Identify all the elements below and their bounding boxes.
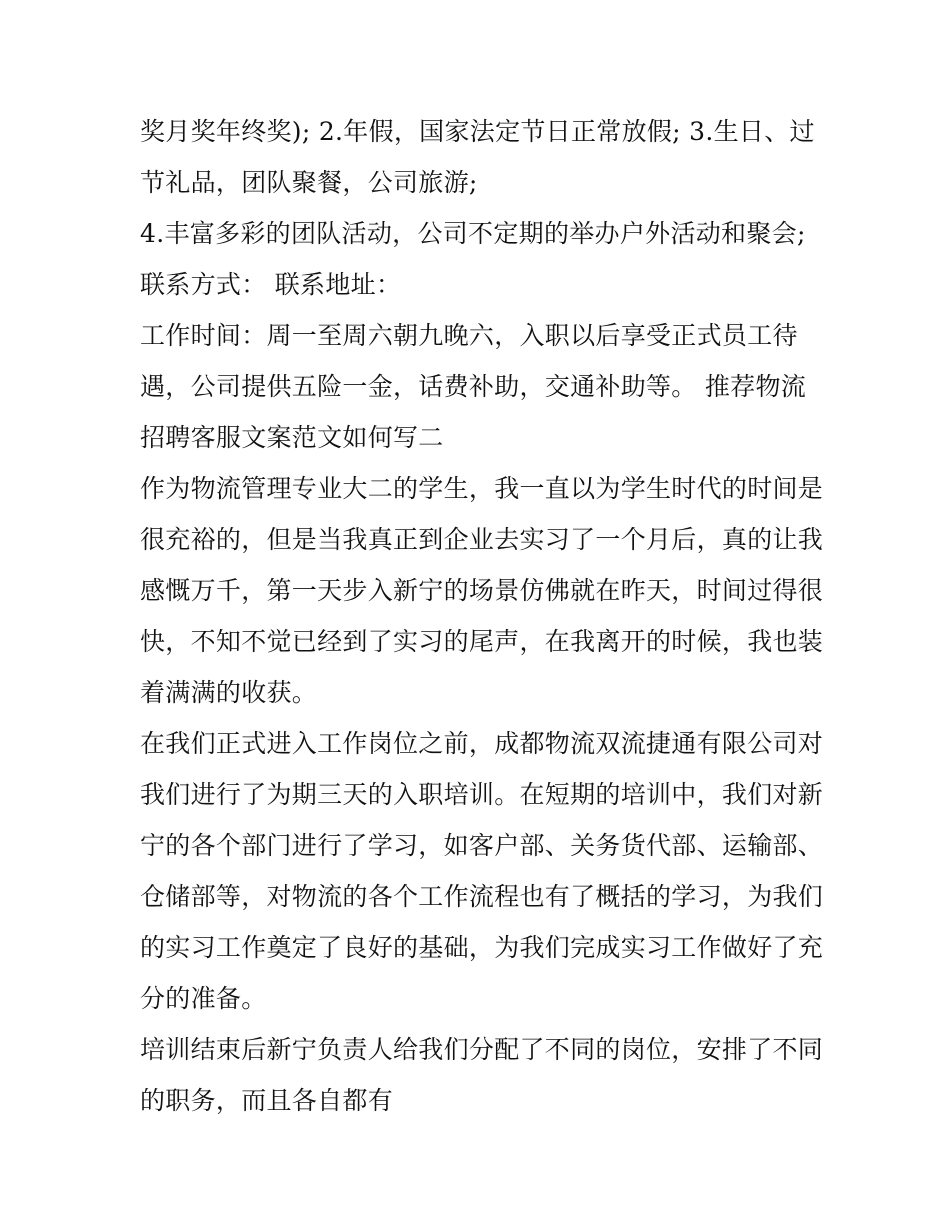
paragraph-assignment: 培训结束后新宁负责人给我们分配了不同的岗位，安排了不同的职务，而且各自都有 — [140, 1035, 824, 1115]
paragraph-training: 在我们正式进入工作岗位之前，成都物流双流捷通有限公司对我们进行了为期三天的入职培训。在短期的培训中，我们对新宁的各个部门进行了学习，如客户部、关务货代部、运输部、仓储部等，对物流的各个工作流程也有了概括的学习，为我们的实习工作奠定了良好的基础，为我们完成实习工作做好了充分的准备。 — [140, 729, 824, 1013]
paragraph-team-activities: 4.丰富多彩的团队活动，公司不定期的举办户外活动和聚会; — [140, 219, 806, 248]
paragraph-benefits: 奖月奖年终奖); 2.年假，国家法定节日正常放假; 3.生日、过节礼品，团队聚餐，公司旅游; — [140, 117, 815, 197]
paragraph-working-hours: 工作时间：周一至周六朝九晚六，入职以后享受正式员工待遇，公司提供五险一金，话费补助，交通补助等。 推荐物流招聘客服文案范文如何写二 — [140, 321, 807, 452]
paragraph-contact: 联系方式： 联系地址： — [140, 270, 402, 299]
paragraph-intro: 作为物流管理专业大二的学生，我一直以为学生时代的时间是很充裕的，但是当我真正到企业去实习了一个月后，真的让我感慨万千，第一天步入新宁的场景仿佛就在昨天，时间过得很快，不知不觉已经到了实习的尾声，在我离开的时候，我也装着满满的收获。 — [140, 474, 824, 707]
document-body — [140, 106, 830, 1126]
